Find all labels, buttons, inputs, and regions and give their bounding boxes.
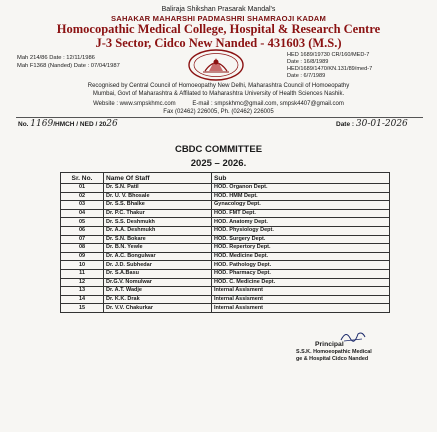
row-subject: HOD. Organon Dept. <box>212 184 390 193</box>
trust-name: Baliraja Shikshan Prasarak Mandal's <box>161 6 276 13</box>
header-sub: Sub <box>212 173 390 184</box>
row-subject: HOD. Pharmacy Dept. <box>212 269 390 278</box>
row-subject: HOD. Repertory Dept. <box>212 244 390 253</box>
table-row <box>61 226 390 235</box>
principal-institution-line: ge & Hospital Cidco Nanded <box>296 356 369 362</box>
table-row <box>61 209 390 218</box>
registration-line: Mah 214/86 Date : 12/11/1986 <box>17 55 95 61</box>
row-sr-no: 05 <box>61 218 104 227</box>
contact-info <box>0 101 437 116</box>
row-staff-name: Dr. S.N. Patil <box>104 184 212 193</box>
row-subject: Internal Assisment <box>212 295 390 304</box>
registration-line: Date : 6/7/1989 <box>287 73 326 79</box>
row-sr-no: 03 <box>61 201 104 210</box>
committee-year: 2025 – 2026. <box>190 158 247 169</box>
contact-line: Website : www.smpskhmc.com E-mail : smpskhmc@gmail.com, smpsk4407@gmail.com <box>93 101 344 107</box>
row-sr-no: 15 <box>61 304 104 313</box>
row-staff-name: Dr. P.C. Thakur <box>104 209 212 218</box>
row-staff-name: Dr. U. V. Bhosale <box>104 192 212 201</box>
registration-line: HED 1689/19730 CR/160/MED-7 <box>287 52 370 58</box>
committee-title: CBDC COMMITTEE <box>174 144 263 155</box>
row-staff-name: Dr. K.K. Drak <box>104 295 212 304</box>
row-subject: HOD. HMM Dept. <box>212 192 390 201</box>
date-label: Date : <box>336 121 355 128</box>
table-row <box>61 192 390 201</box>
row-subject: HOD. Surgery Dept. <box>212 235 390 244</box>
registration-left <box>17 54 120 70</box>
row-sr-no: 06 <box>61 226 104 235</box>
table-row <box>61 201 390 210</box>
row-staff-name: Dr. S.A.Basu <box>104 269 212 278</box>
row-sr-no: 10 <box>61 261 104 270</box>
row-subject: Internal Assisment <box>212 287 390 296</box>
recognition-line: Recognised by Central Council of Homoeopathy New Delhi, Maharashtra Council of Homoeopathy <box>87 83 350 89</box>
row-sr-no: 11 <box>61 269 104 278</box>
registration-line: Date : 16/8/1989 <box>287 59 329 65</box>
table-row <box>61 252 390 261</box>
table-row <box>61 235 390 244</box>
college-logo <box>187 49 245 81</box>
recognition-line: Mumbai, Govt of Maharashtra & Affilated to Maharashtra University of Health Sciences Nashik. <box>92 90 345 97</box>
reference-number <box>18 119 118 129</box>
row-sr-no: 14 <box>61 295 104 304</box>
row-sr-no: 07 <box>61 235 104 244</box>
row-staff-name: Dr. V.V. Chakurkar <box>104 304 212 313</box>
table-row <box>61 295 390 304</box>
table-row <box>61 261 390 270</box>
committee-table <box>60 172 390 313</box>
reference-date <box>336 119 408 129</box>
row-subject: Gynacology Dept. <box>212 201 390 210</box>
row-staff-name: Dr. S.S. Deshmukh <box>104 218 212 227</box>
row-staff-name: Dr. J.D. Subhedar <box>104 261 212 270</box>
row-subject: HOD. Pathology Dept. <box>212 261 390 270</box>
registration-line: Mah F1368 (Nanded) Date : 07/04/1987 <box>17 63 120 69</box>
row-sr-no: 13 <box>61 287 104 296</box>
reference-handwritten-number: 1169 <box>30 119 54 129</box>
row-sr-no: 08 <box>61 244 104 253</box>
registration-line: HED/1689/1470/KN.131/89/med-7 <box>287 66 373 72</box>
row-staff-name: Dr. A.T. Wadje <box>104 287 212 296</box>
row-sr-no: 02 <box>61 192 104 201</box>
row-staff-name: Dr. A.A. Deshmukh <box>104 226 212 235</box>
founder-name: SAHAKAR MAHARSHI PADMASHRI SHAMRAOJI KADAM <box>111 14 326 23</box>
row-staff-name: Dr. A.C. Bongulwar <box>104 252 212 261</box>
reference-suffix: /HMCH / NED / 20 <box>53 121 107 128</box>
table-row <box>61 244 390 253</box>
table-row <box>61 287 390 296</box>
row-sr-no: 12 <box>61 278 104 287</box>
row-subject: HOD. Physiology Dept. <box>212 226 390 235</box>
header-sr-no: Sr. No. <box>61 173 104 184</box>
reference-label: No. <box>18 121 29 128</box>
header-divider <box>16 117 423 118</box>
row-subject: HOD. Anatomy Dept. <box>212 218 390 227</box>
row-subject: HOD. C. Medicine Dept. <box>212 278 390 287</box>
contact-line: Fax (02462) 226005, Ph. (02462) 226005 <box>163 108 274 115</box>
row-staff-name: Dr. S.N. Bokare <box>104 235 212 244</box>
row-subject: Internal Assisment <box>212 304 390 313</box>
row-sr-no: 04 <box>61 209 104 218</box>
row-staff-name: Dr. S.S. Bhalke <box>104 201 212 210</box>
reference-year: 26 <box>106 119 118 129</box>
table-header-row <box>61 173 390 184</box>
college-address: J-3 Sector, Cidco New Nanded - 431603 (M.S.) <box>95 36 342 50</box>
header-name: Name Of Staff <box>104 173 212 184</box>
table-row <box>61 269 390 278</box>
table-row <box>61 304 390 313</box>
row-subject: HOD. Medicine Dept. <box>212 252 390 261</box>
table-row <box>61 278 390 287</box>
table-row <box>61 184 390 193</box>
college-name: Homocopathic Medical College, Hospital & Research Centre <box>56 22 381 36</box>
row-sr-no: 09 <box>61 252 104 261</box>
registration-right <box>287 52 372 80</box>
recognition-text <box>0 83 437 98</box>
table-row <box>61 218 390 227</box>
row-staff-name: Dr. B.N. Yewle <box>104 244 212 253</box>
row-subject: HOD. FMT Dept. <box>212 209 390 218</box>
date-handwritten: 30-01-2026 <box>355 119 408 129</box>
row-sr-no: 01 <box>61 184 104 193</box>
row-staff-name: Dr.G.V. Nomulwar <box>104 278 212 287</box>
principal-institution-line: S.S.K. Homoeopathic Medical <box>296 349 372 355</box>
principal-title: Principal <box>315 341 344 348</box>
